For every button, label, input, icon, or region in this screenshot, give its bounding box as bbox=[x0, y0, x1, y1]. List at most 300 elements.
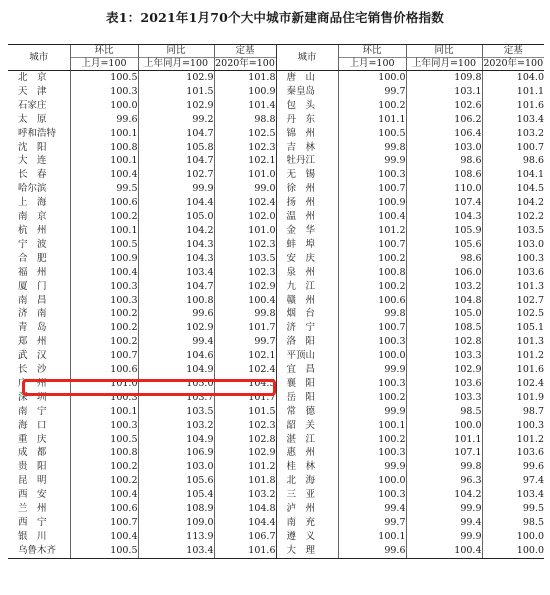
base-value: 103.6 bbox=[482, 266, 544, 280]
mom-value: 100.0 bbox=[338, 71, 406, 85]
yoy-value: 102.9 bbox=[138, 99, 214, 113]
city-name: 合 肥 bbox=[18, 252, 47, 264]
city-name: 赣 州 bbox=[276, 294, 338, 308]
mom-value: 100.3 bbox=[70, 294, 138, 308]
yoy-value: 103.1 bbox=[406, 85, 482, 99]
yoy-value: 103.0 bbox=[138, 460, 214, 474]
base-value: 103.4 bbox=[482, 113, 544, 127]
city-name: 泉 州 bbox=[276, 266, 338, 280]
city-name: 杭 州 bbox=[18, 224, 47, 236]
mom-value: 100.2 bbox=[338, 99, 406, 113]
mom-value: 100.6 bbox=[70, 363, 138, 377]
yoy-value: 103.0 bbox=[406, 141, 482, 155]
base-value: 103.0 bbox=[482, 238, 544, 252]
yoy-value: 99.4 bbox=[406, 516, 482, 530]
city-name: 成 都 bbox=[18, 447, 47, 459]
city-name: 厦 门 bbox=[18, 280, 47, 292]
city-name: 乌鲁木齐 bbox=[8, 544, 70, 558]
base-value: 100.7 bbox=[482, 141, 544, 155]
mom-value: 100.1 bbox=[338, 530, 406, 544]
base-value: 98.5 bbox=[482, 516, 544, 530]
table-row bbox=[8, 154, 544, 168]
city-name: 韶 关 bbox=[276, 419, 338, 433]
city-name: 锦 州 bbox=[276, 127, 338, 141]
base-value: 99.6 bbox=[482, 460, 544, 474]
base-value: 104.4 bbox=[214, 516, 276, 530]
mom-value: 99.9 bbox=[338, 154, 406, 168]
base-value: 102.3 bbox=[214, 238, 276, 252]
yoy-value: 103.2 bbox=[406, 280, 482, 294]
yoy-value: 104.7 bbox=[138, 154, 214, 168]
city-name: 福 州 bbox=[18, 266, 47, 278]
base-value: 101.1 bbox=[482, 85, 544, 99]
table-row bbox=[8, 280, 544, 294]
yoy-value: 107.1 bbox=[406, 446, 482, 460]
mom-value: 100.5 bbox=[70, 433, 138, 447]
mom-value: 99.9 bbox=[338, 460, 406, 474]
yoy-value: 109.8 bbox=[406, 71, 482, 85]
table-row bbox=[8, 446, 544, 460]
mom-value: 100.8 bbox=[70, 446, 138, 460]
city-name: 西 宁 bbox=[18, 517, 47, 528]
yoy-value: 98.5 bbox=[406, 405, 482, 419]
header-row bbox=[8, 45, 544, 58]
city-name: 大 连 bbox=[18, 155, 47, 167]
base-value: 102.3 bbox=[214, 419, 276, 433]
mom-value: 100.3 bbox=[338, 377, 406, 391]
base-value: 100.0 bbox=[482, 544, 544, 558]
base-value: 100.0 bbox=[482, 530, 544, 544]
mom-header: 环比 bbox=[338, 45, 406, 58]
mom-value: 100.5 bbox=[70, 238, 138, 252]
yoy-value: 101.5 bbox=[138, 85, 214, 99]
city-name: 哈尔滨 bbox=[18, 183, 47, 195]
base-value: 101.0 bbox=[214, 168, 276, 182]
base-value: 101.5 bbox=[214, 405, 276, 419]
yoy-value: 103.7 bbox=[138, 391, 214, 405]
mom-header: 环比 bbox=[70, 45, 138, 58]
mom-subheader: 上月=100 bbox=[338, 58, 406, 71]
yoy-value: 108.5 bbox=[406, 321, 482, 335]
yoy-value: 102.7 bbox=[138, 168, 214, 182]
mom-value: 99.6 bbox=[70, 113, 138, 127]
base-value: 103.6 bbox=[482, 446, 544, 460]
table-row bbox=[8, 321, 544, 335]
mom-value: 99.6 bbox=[338, 544, 406, 558]
city-name: 银 川 bbox=[18, 530, 47, 542]
city-name: 泸 州 bbox=[276, 502, 338, 516]
mom-value: 100.1 bbox=[338, 419, 406, 433]
yoy-value: 102.9 bbox=[138, 321, 214, 335]
mom-value: 100.5 bbox=[338, 127, 406, 141]
city-name: 宁 波 bbox=[18, 238, 47, 250]
mom-value: 100.3 bbox=[338, 335, 406, 349]
base-value: 104.2 bbox=[482, 196, 544, 210]
base-value: 101.7 bbox=[214, 391, 276, 405]
mom-value: 100.7 bbox=[70, 349, 138, 363]
city-name: 大 理 bbox=[276, 544, 338, 558]
mom-value: 100.2 bbox=[70, 460, 138, 474]
mom-value: 101.1 bbox=[338, 113, 406, 127]
table-row bbox=[8, 516, 544, 530]
city-name: 北 京 bbox=[18, 72, 47, 83]
city-name: 昆 明 bbox=[18, 475, 47, 487]
yoy-value: 104.7 bbox=[138, 127, 214, 141]
yoy-value: 102.9 bbox=[138, 71, 214, 85]
base-value: 105.1 bbox=[482, 321, 544, 335]
mom-value: 100.2 bbox=[70, 321, 138, 335]
city-name: 石家庄 bbox=[18, 99, 47, 111]
table-row bbox=[8, 502, 544, 516]
city-name: 重 庆 bbox=[18, 433, 47, 445]
table-row bbox=[8, 363, 544, 377]
yoy-value: 105.0 bbox=[138, 210, 214, 224]
city-name: 襄 阳 bbox=[276, 377, 338, 391]
city-name: 三 亚 bbox=[276, 488, 338, 502]
table-row bbox=[8, 377, 544, 391]
base-value: 101.9 bbox=[482, 391, 544, 405]
yoy-value: 104.2 bbox=[406, 488, 482, 502]
mom-value: 99.9 bbox=[338, 363, 406, 377]
mom-value: 100.0 bbox=[70, 99, 138, 113]
yoy-value: 104.3 bbox=[138, 238, 214, 252]
mom-value: 100.9 bbox=[70, 252, 138, 266]
city-name: 兰 州 bbox=[18, 503, 47, 515]
base-value: 102.0 bbox=[214, 210, 276, 224]
table-row bbox=[8, 488, 544, 502]
city-name: 烟 台 bbox=[276, 307, 338, 321]
yoy-value: 105.4 bbox=[138, 488, 214, 502]
table-row bbox=[8, 182, 544, 196]
base-value: 101.8 bbox=[214, 474, 276, 488]
mom-value: 100.4 bbox=[70, 488, 138, 502]
mom-value: 100.4 bbox=[338, 210, 406, 224]
city-name: 徐 州 bbox=[276, 182, 338, 196]
mom-value: 100.7 bbox=[338, 321, 406, 335]
base-value: 102.2 bbox=[482, 210, 544, 224]
city-name: 青 岛 bbox=[18, 322, 47, 334]
base-value: 100.3 bbox=[482, 252, 544, 266]
yoy-value: 104.9 bbox=[138, 433, 214, 447]
mom-value: 100.3 bbox=[338, 488, 406, 502]
base-value: 99.7 bbox=[214, 335, 276, 349]
yoy-value: 103.5 bbox=[138, 405, 214, 419]
base-value: 102.1 bbox=[214, 154, 276, 168]
city-name: 济 南 bbox=[18, 308, 47, 320]
city-name: 南 昌 bbox=[18, 294, 47, 306]
base-value: 100.3 bbox=[482, 419, 544, 433]
mom-value: 100.3 bbox=[338, 446, 406, 460]
city-name: 海 口 bbox=[18, 419, 47, 431]
mom-value: 100.4 bbox=[70, 168, 138, 182]
table-row bbox=[8, 460, 544, 474]
base-value: 98.6 bbox=[482, 154, 544, 168]
base-value: 100.9 bbox=[214, 85, 276, 99]
base-value: 102.8 bbox=[214, 433, 276, 447]
mom-value: 100.0 bbox=[338, 349, 406, 363]
yoy-value: 104.3 bbox=[138, 252, 214, 266]
mom-value: 100.2 bbox=[338, 433, 406, 447]
base-value: 102.1 bbox=[214, 349, 276, 363]
mom-value: 100.1 bbox=[70, 224, 138, 238]
table-row bbox=[8, 85, 544, 99]
city-name: 安 庆 bbox=[276, 252, 338, 266]
base-value: 101.6 bbox=[214, 544, 276, 558]
base-value: 102.3 bbox=[214, 266, 276, 280]
base-value: 104.0 bbox=[482, 71, 544, 85]
city-name: 深 圳 bbox=[18, 391, 47, 403]
base-value: 101.2 bbox=[214, 460, 276, 474]
base-header: 定基 bbox=[482, 45, 544, 58]
yoy-value: 104.9 bbox=[138, 363, 214, 377]
mom-value: 100.2 bbox=[70, 335, 138, 349]
yoy-value: 106.9 bbox=[138, 446, 214, 460]
city-name: 牡丹江 bbox=[276, 154, 338, 168]
base-value: 98.8 bbox=[214, 113, 276, 127]
base-value: 98.7 bbox=[482, 405, 544, 419]
yoy-header: 同比 bbox=[406, 45, 482, 58]
table-row bbox=[8, 530, 544, 544]
table-row bbox=[8, 168, 544, 182]
yoy-value: 98.6 bbox=[406, 252, 482, 266]
table-row bbox=[8, 210, 544, 224]
base-subheader: 2020年=100 bbox=[483, 58, 544, 69]
table-row bbox=[8, 349, 544, 363]
yoy-value: 100.8 bbox=[138, 294, 214, 308]
base-value: 101.3 bbox=[482, 280, 544, 294]
city-name: 南 宁 bbox=[18, 405, 47, 417]
mom-value: 99.7 bbox=[338, 516, 406, 530]
city-name: 岳 阳 bbox=[276, 391, 338, 405]
yoy-value: 99.8 bbox=[406, 460, 482, 474]
city-name: 蚌 埠 bbox=[276, 238, 338, 252]
city-name: 唐 山 bbox=[276, 71, 338, 85]
yoy-value: 104.4 bbox=[138, 196, 214, 210]
mom-value: 100.4 bbox=[70, 266, 138, 280]
yoy-value: 110.0 bbox=[406, 182, 482, 196]
city-name: 桂 林 bbox=[276, 460, 338, 474]
mom-value: 99.5 bbox=[70, 182, 138, 196]
base-value: 103.4 bbox=[482, 488, 544, 502]
city-header: 城市 bbox=[8, 45, 70, 71]
mom-value: 100.6 bbox=[70, 196, 138, 210]
table-row bbox=[8, 141, 544, 155]
yoy-value: 96.3 bbox=[406, 474, 482, 488]
city-name: 武 汉 bbox=[18, 350, 47, 362]
base-value: 102.3 bbox=[214, 141, 276, 155]
yoy-value: 105.0 bbox=[406, 307, 482, 321]
base-value: 102.9 bbox=[214, 280, 276, 294]
base-value: 106.7 bbox=[214, 530, 276, 544]
mom-value: 100.2 bbox=[70, 474, 138, 488]
yoy-value: 100.0 bbox=[406, 419, 482, 433]
mom-value: 100.9 bbox=[338, 196, 406, 210]
base-value: 100.4 bbox=[214, 294, 276, 308]
mom-value: 100.6 bbox=[70, 502, 138, 516]
city-name: 吉 林 bbox=[276, 141, 338, 155]
yoy-value: 98.6 bbox=[406, 154, 482, 168]
yoy-value: 101.1 bbox=[406, 433, 482, 447]
yoy-value: 104.7 bbox=[138, 280, 214, 294]
mom-value: 100.1 bbox=[70, 154, 138, 168]
table-row bbox=[8, 419, 544, 433]
city-name: 长 春 bbox=[18, 169, 47, 181]
base-value: 101.2 bbox=[482, 433, 544, 447]
base-value: 103.2 bbox=[214, 488, 276, 502]
yoy-value: 100.4 bbox=[406, 544, 482, 558]
yoy-value: 99.6 bbox=[138, 307, 214, 321]
yoy-subheader: 上年同月=100 bbox=[138, 58, 214, 71]
base-value: 102.5 bbox=[214, 127, 276, 141]
mom-value: 100.3 bbox=[70, 85, 138, 99]
base-value: 99.0 bbox=[214, 182, 276, 196]
city-name: 沈 阳 bbox=[18, 141, 47, 153]
yoy-value: 99.9 bbox=[406, 530, 482, 544]
city-name: 北 海 bbox=[276, 474, 338, 488]
yoy-value: 99.4 bbox=[138, 335, 214, 349]
table-row bbox=[8, 474, 544, 488]
base-value: 102.4 bbox=[214, 363, 276, 377]
base-value: 103.5 bbox=[482, 224, 544, 238]
base-value: 99.8 bbox=[214, 307, 276, 321]
yoy-value: 107.4 bbox=[406, 196, 482, 210]
base-value: 103.5 bbox=[214, 252, 276, 266]
table-row bbox=[8, 544, 544, 558]
yoy-value: 104.2 bbox=[138, 224, 214, 238]
yoy-value: 103.2 bbox=[138, 419, 214, 433]
city-name: 包 头 bbox=[276, 99, 338, 113]
table-row bbox=[8, 71, 544, 85]
table-row bbox=[8, 113, 544, 127]
mom-value: 100.2 bbox=[338, 252, 406, 266]
city-name: 上 海 bbox=[18, 197, 47, 209]
yoy-value: 103.4 bbox=[138, 544, 214, 558]
yoy-value: 109.0 bbox=[138, 516, 214, 530]
table-row bbox=[8, 405, 544, 419]
mom-value: 100.3 bbox=[70, 280, 138, 294]
yoy-value: 108.9 bbox=[138, 502, 214, 516]
price-index-table bbox=[8, 44, 544, 559]
mom-value: 101.0 bbox=[70, 377, 138, 391]
yoy-value: 104.6 bbox=[138, 349, 214, 363]
base-value: 102.7 bbox=[482, 294, 544, 308]
base-value: 101.3 bbox=[482, 335, 544, 349]
yoy-value: 104.3 bbox=[406, 210, 482, 224]
yoy-value: 103.6 bbox=[406, 377, 482, 391]
city-name: 西 安 bbox=[18, 489, 47, 501]
base-header: 定基 bbox=[214, 45, 276, 58]
city-name: 天 津 bbox=[18, 85, 47, 97]
mom-value: 99.7 bbox=[338, 85, 406, 99]
mom-value: 100.2 bbox=[338, 391, 406, 405]
table-row bbox=[8, 238, 544, 252]
base-value: 99.5 bbox=[482, 502, 544, 516]
city-name: 呼和浩特 bbox=[18, 127, 57, 139]
yoy-value: 103.4 bbox=[138, 266, 214, 280]
base-value: 101.8 bbox=[214, 71, 276, 85]
yoy-header: 同比 bbox=[138, 45, 214, 58]
base-value: 102.4 bbox=[482, 377, 544, 391]
city-header: 城市 bbox=[276, 45, 338, 71]
yoy-value: 102.6 bbox=[406, 99, 482, 113]
mom-value: 99.8 bbox=[338, 141, 406, 155]
base-value: 97.4 bbox=[482, 474, 544, 488]
table-row bbox=[8, 252, 544, 266]
yoy-value: 106.2 bbox=[406, 113, 482, 127]
city-name: 宜 昌 bbox=[276, 363, 338, 377]
city-name: 南 充 bbox=[276, 516, 338, 530]
yoy-value: 99.9 bbox=[406, 502, 482, 516]
base-value: 104.5 bbox=[214, 377, 276, 391]
table-row bbox=[8, 99, 544, 113]
city-name: 广 州 bbox=[18, 377, 47, 389]
table-title: 表1：2021年1月70个大中城市新建商品住宅销售价格指数 bbox=[106, 10, 444, 25]
yoy-value: 104.8 bbox=[406, 294, 482, 308]
mom-value: 100.2 bbox=[70, 210, 138, 224]
yoy-value: 99.9 bbox=[138, 182, 214, 196]
table-row bbox=[8, 433, 544, 447]
mom-value: 99.9 bbox=[338, 405, 406, 419]
yoy-value: 105.6 bbox=[406, 238, 482, 252]
city-name: 惠 州 bbox=[276, 446, 338, 460]
base-value: 104.1 bbox=[482, 168, 544, 182]
city-name: 金 华 bbox=[276, 224, 338, 238]
yoy-value: 105.6 bbox=[138, 474, 214, 488]
mom-value: 100.2 bbox=[338, 280, 406, 294]
table-row bbox=[8, 127, 544, 141]
yoy-value: 106.0 bbox=[406, 266, 482, 280]
yoy-value: 103.3 bbox=[406, 349, 482, 363]
city-name: 太 原 bbox=[18, 113, 47, 125]
base-value: 102.9 bbox=[214, 446, 276, 460]
city-name: 洛 阳 bbox=[276, 335, 338, 349]
city-name: 平顶山 bbox=[276, 349, 338, 363]
table-row bbox=[8, 224, 544, 238]
mom-value: 100.1 bbox=[70, 405, 138, 419]
mom-value: 100.1 bbox=[70, 127, 138, 141]
yoy-value: 105.8 bbox=[138, 141, 214, 155]
city-name: 丹 东 bbox=[276, 113, 338, 127]
mom-value: 100.4 bbox=[70, 530, 138, 544]
yoy-value: 108.6 bbox=[406, 168, 482, 182]
mom-value: 100.8 bbox=[338, 266, 406, 280]
city-name: 济 宁 bbox=[276, 321, 338, 335]
mom-value: 100.5 bbox=[70, 71, 138, 85]
city-name: 温 州 bbox=[276, 210, 338, 224]
city-name: 常 德 bbox=[276, 405, 338, 419]
city-name: 南 京 bbox=[18, 211, 47, 223]
yoy-value: 113.9 bbox=[138, 530, 214, 544]
table-row bbox=[8, 266, 544, 280]
base-value: 102.4 bbox=[214, 196, 276, 210]
base-value: 101.7 bbox=[214, 321, 276, 335]
yoy-value: 99.2 bbox=[138, 113, 214, 127]
base-value: 103.2 bbox=[482, 127, 544, 141]
table-row bbox=[8, 335, 544, 349]
base-value: 101.2 bbox=[482, 349, 544, 363]
base-value: 101.6 bbox=[482, 363, 544, 377]
city-name: 九 江 bbox=[276, 280, 338, 294]
base-value: 104.8 bbox=[214, 502, 276, 516]
yoy-value: 105.0 bbox=[138, 377, 214, 391]
mom-value: 100.7 bbox=[338, 238, 406, 252]
mom-value: 100.2 bbox=[70, 307, 138, 321]
yoy-value: 105.9 bbox=[406, 224, 482, 238]
city-name: 郑 州 bbox=[18, 336, 47, 348]
table-row bbox=[8, 307, 544, 321]
city-name: 遵 义 bbox=[276, 530, 338, 544]
mom-value: 100.7 bbox=[70, 516, 138, 530]
